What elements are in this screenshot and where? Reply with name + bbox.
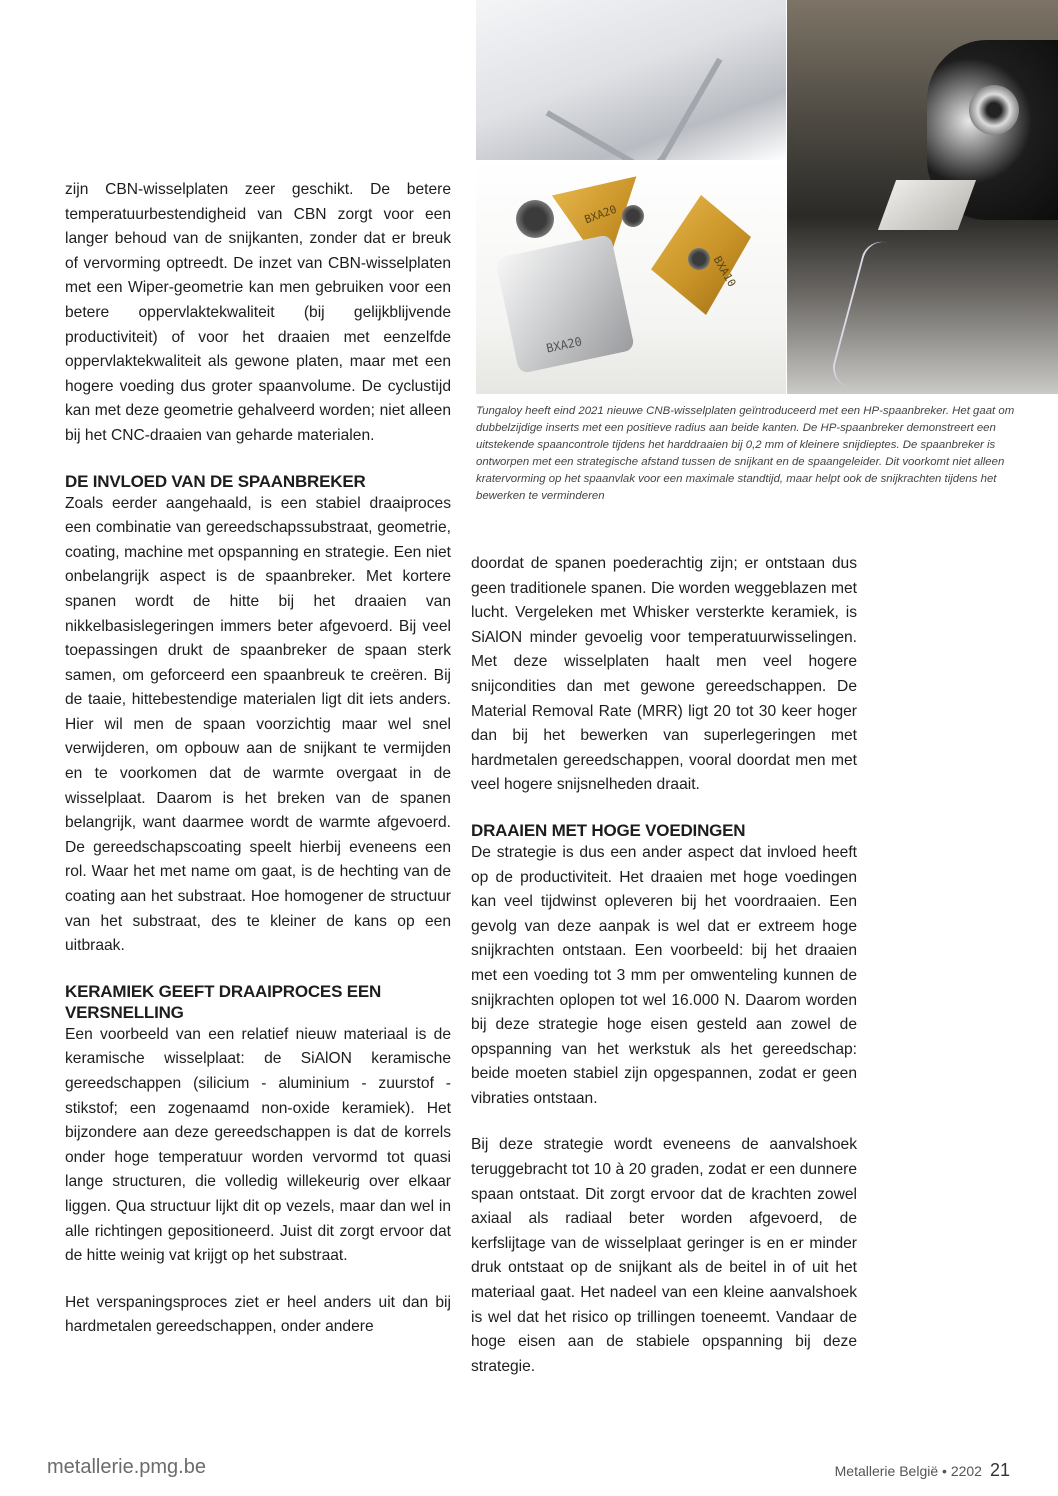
square-insert <box>495 234 635 374</box>
heading-spaanbreker: DE INVLOED VAN DE SPAANBREKER <box>65 471 366 491</box>
turning-operation-photo <box>787 0 1058 394</box>
footer-website: metallerie.pmg.be <box>47 1456 206 1478</box>
triangular-insert-hole <box>622 205 644 227</box>
insert-chip <box>878 180 976 230</box>
left-column <box>65 178 451 1340</box>
paragraph-keramiek: Een voorbeeld van een relatief nieuw materiaal is de keramische wisselplaat: de SiAlON keramische gereedschappen (silicium - aluminium - zuurstof - stikstof; een zogenaamd non-oxide keramiek). Het bijzondere aan deze gereedschappen is dat de korrels onder hoge temperatuur worden vervormd tot quasi lange structuren, die volledig willekeurig over elkaar liggen. Qua structuur lijkt dit op vezels, maar dan wel in alle richtingen gepositioneerd. Juist dit zorgt ervoor dat de hitte weinig vat krijgt op het substraat. <box>65 1025 451 1265</box>
publication-name: Metallerie België • 2202 <box>834 1463 982 1479</box>
page-number: 21 <box>989 1460 1010 1480</box>
footer-publication <box>835 1460 1010 1481</box>
continuation-paragraph: doordat de spanen poederachtig zijn; er ontstaan dus geen traditionele spanen. Die worden weggeblazen met lucht. Vergeleken met Whisker versterkte keramiek, is SiAlON minder gevoelig voor temperatuurwisselingen. Met deze wisselplaten haalt men veel hogere snijcondities dan met gewone gereedschappen. De Material Removal Rate (MRR) ligt 20 tot 30 keer hoger dan bij het bewerken van superlegeringen met hardmetalen gereedschappen, vooral doordat men met veel hogere snijsnelheden draait. <box>471 555 857 794</box>
paragraph-hoge-voedingen: De strategie is dus een ander aspect dat invloed heeft op de productiviteit. Het draaien met hoge voedingen kan veel tijdwinst opleveren bij het voordraaien. Een gevolg van deze aanpak is wel dat er extreem hoge snijkrachten ontstaan. Een voorbeeld: bij het draaien met een voeding tot 3 mm per omwenteling kunnen de snijkrachten oplopen tot wel 16.000 N. Daarom worden bij deze strategie hoge eisen gesteld aan zowel de opspanning van het werkstuk als het gereedschap: beide moeten stabiel zijn opgespannen, zodat er geen vibraties ontstaan. <box>471 843 857 1107</box>
insert-corner-photo <box>476 0 786 160</box>
heading-hoge-voedingen: DRAAIEN MET HOGE VOEDINGEN <box>471 820 746 840</box>
article-photos <box>476 0 1058 394</box>
right-column <box>471 552 857 1379</box>
rhombic-insert-hole <box>688 248 710 270</box>
square-insert-hole <box>516 200 554 238</box>
clamp-screw-icon <box>969 85 1019 135</box>
heading-keramiek: KERAMIEK GEEFT DRAAIPROCES EEN VERSNELLING <box>65 981 382 1022</box>
insert-edge-shape <box>545 0 722 178</box>
photo-caption: Tungaloy heeft eind 2021 nieuwe CNB-wisselplaten geïntroduceerd met een HP-spaanbreker. Het gaat om dubbelzijdige inserts met een positieve radius aan beide kanten. De HP-spaanbreker demonstreert een uitstekende spaancontrole tijdens het harddraaien bij 0,2 mm of kleinere snijdieptes. De spaanbreker is ontworpen met een strategische afstand tussen de snijkant en de spaangeleider. Dit voorkomt niet alleen kratervorming op het spaanvlak voor een maximale standtijd, maar helpt ook de snijkrachten tijdens het bewerken te verminderen <box>476 405 1015 502</box>
paragraph-verspaningsproces: Het verspaningsproces ziet er heel anders uit dan bij hardmetalen gereedschappen, onder andere <box>65 1293 451 1336</box>
swarf-curl <box>828 237 907 393</box>
insert-label-rhombic: BXA10 <box>710 253 739 290</box>
insert-label-square: BXA20 <box>544 334 584 356</box>
paragraph-aanvalshoek: Bij deze strategie wordt eveneens de aanvalshoek teruggebracht tot 10 à 20 graden, zodat er een dunnere spaan ontstaat. Dit zorgt ervoor dat de krachten zowel axiaal als radiaal beter worden afgevoerd, de kerfslijtage van de wisselplaat geringer is en er minder druk ontstaat op de snijkant als de beitel in of uit het materiaal gaat. Het nadeel van een kleine aanvalshoek is wel dat het risico op trillingen toeneemt. Vandaar de hoge eisen aan de stabiele opspanning bij deze strategie. <box>471 1136 857 1375</box>
insert-label-triangular: BXA20 <box>582 202 619 227</box>
cbn-inserts-photo <box>476 160 786 394</box>
intro-paragraph: zijn CBN-wisselplaten zeer geschikt. De betere temperatuurbestendigheid van CBN zorgt voor een langer behoud van de snijkanten, zonder dat er breuk of vervorming optreedt. De inzet van CBN-wisselplaten met een Wiper-geometrie kan men gebruiken voor een betere oppervlaktekwaliteit (bij gelijkblijvende productiviteit) of voor het draaien met eenzelfde oppervlaktekwaliteit als gewone platen, maar met een hogere voeding dus groter spaanvolume. De cyclustijd kan met deze geometrie gehalveerd worden; niet alleen bij het CNC-draaien van geharde materialen. <box>65 181 451 444</box>
paragraph-spaanbreker: Zoals eerder aangehaald, is een stabiel draaiproces een combinatie van gereedschapssubstraat, geometrie, coating, machine met opspanning en strategie. Een niet onbelangrijk aspect is de spaanbreker. Met kortere spanen wordt de hitte bij het draaien van nikkelbasislegeringen immers beter afgevoerd. Bij veel toepassingen drukt de spaanbreker de spaan sterk samen, om geforceerd een spaanbreuk te creëren. Bij de taaie, hittebestendige materialen ligt dit iets anders. Hier wil men de spaan voorzichtig maar wel snel verwijderen, om opbouw aan de snijkant te vermijden en te voorkomen dat de warmte overgaat in de wisselplaat. Daarom is het breken van de spanen belangrijk, want daarmee wordt de warmte afgevoerd. De gereedschapscoating speelt hierbij eveneens een rol. Waar het met name om gaat, is de hechting van de coating aan het substraat. Hoe homogener de structuur van het substraat, des te kleiner de kans op een uitbraak. <box>65 494 451 955</box>
